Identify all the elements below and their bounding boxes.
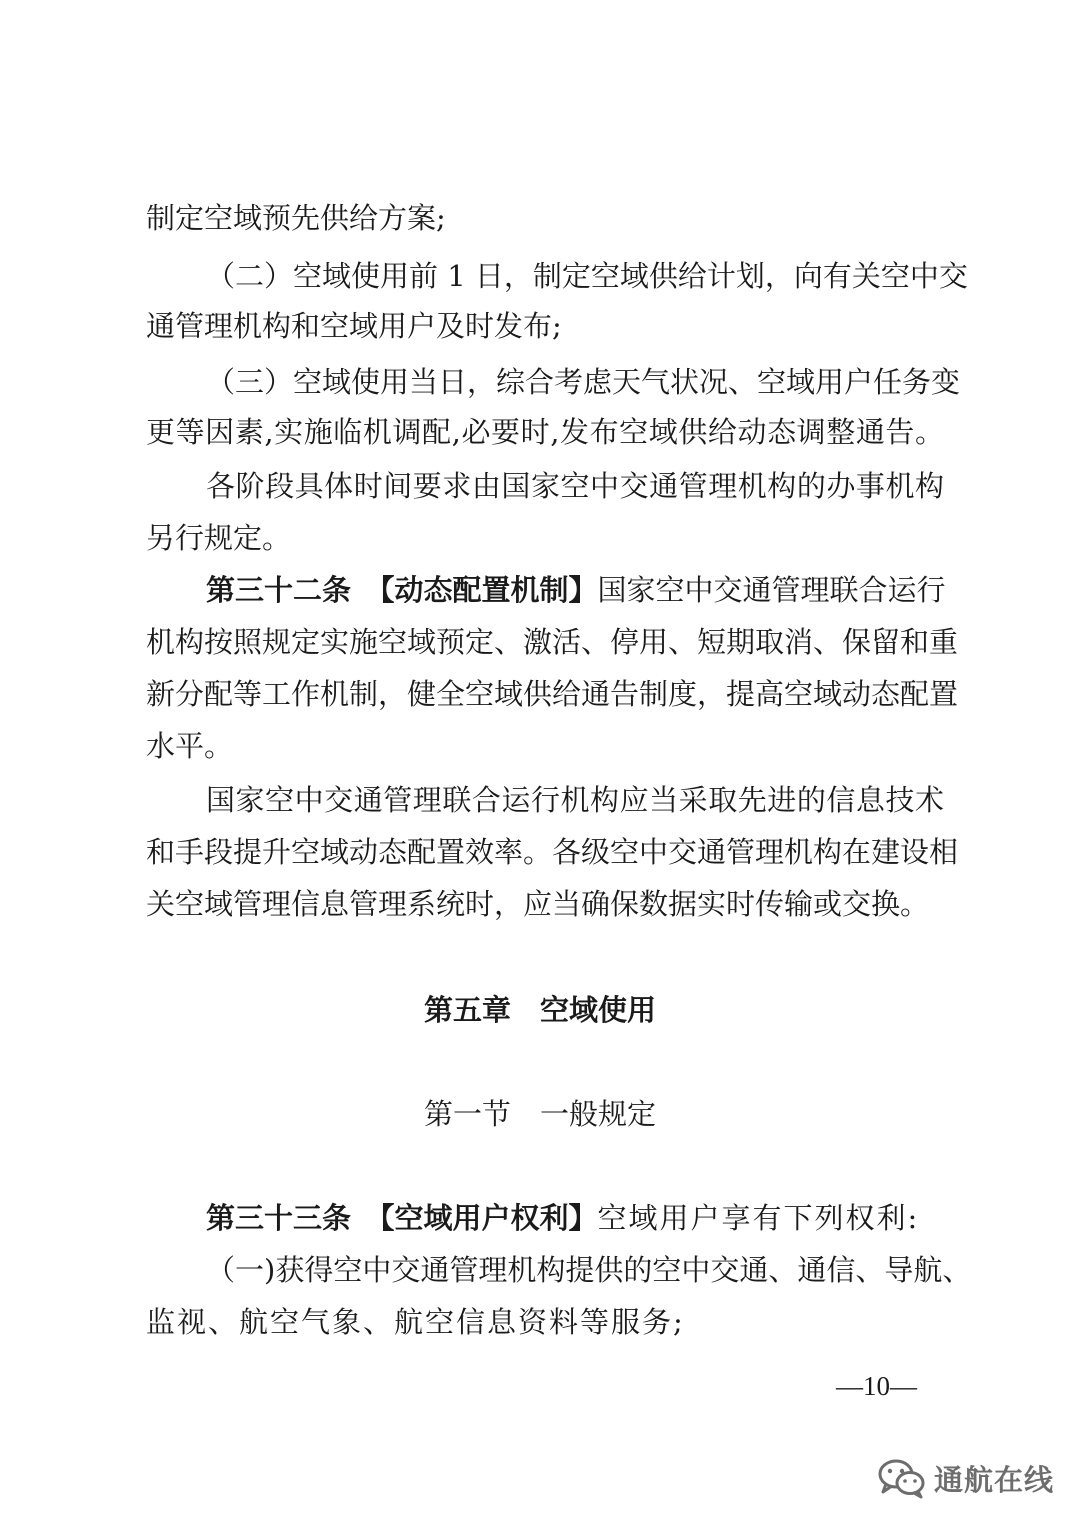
page-number: —10— bbox=[836, 1371, 917, 1401]
paragraph-line: 机构按照规定实施空域预定、激活、停用、短期取消、保留和重 bbox=[146, 625, 959, 659]
paragraph-line: 监视、航空气象、航空信息资料等服务; bbox=[146, 1305, 685, 1339]
wechat-icon bbox=[876, 1456, 928, 1500]
article-33-text: 空域用户享有下列权利: bbox=[597, 1201, 920, 1235]
article-33-heading-line bbox=[206, 1198, 944, 1238]
paragraph-line: 各阶段具体时间要求由国家空中交通管理机构的办事机构 bbox=[206, 469, 944, 503]
paragraph-line: 更等因素,实施临机调配,必要时,发布空域供给动态调整通告。 bbox=[146, 415, 944, 449]
paragraph-line: 新分配等工作机制，健全空域供给通告制度，提高空域动态配置 bbox=[146, 677, 959, 711]
watermark-text: 通航在线 bbox=[934, 1462, 1055, 1497]
paragraph-line: （一)获得空中交通管理机构提供的空中交通、通信、导航、 bbox=[206, 1253, 972, 1287]
paragraph-line: 通管理机构和空域用户及时发布; bbox=[146, 309, 562, 343]
section-title: 第一节 一般规定 bbox=[423, 1097, 656, 1131]
paragraph-line: （二）空域使用前 1 日，制定空域供给计划，向有关空中交 bbox=[206, 259, 968, 293]
paragraph-line: 制定空域预先供给方案; bbox=[146, 201, 446, 235]
article-32-label: 第三十二条 【动态配置机制】 bbox=[206, 573, 598, 607]
paragraph-line: 国家空中交通管理联合运行机构应当采取先进的信息技术 bbox=[206, 783, 944, 817]
paragraph-line: 和手段提升空域动态配置效率。各级空中交通管理机构在建设相 bbox=[146, 835, 959, 869]
article-32-heading-line bbox=[206, 570, 944, 610]
paragraph-line: 关空域管理信息管理系统时，应当确保数据实时传输或交换。 bbox=[146, 887, 930, 921]
paragraph-line: 另行规定。 bbox=[146, 521, 292, 555]
paragraph-line: 水平。 bbox=[146, 729, 234, 763]
article-32-text: 国家空中交通管理联合运行 bbox=[597, 573, 946, 607]
chapter-title: 第五章 空域使用 bbox=[423, 993, 656, 1027]
article-33-label: 第三十三条 【空域用户权利】 bbox=[206, 1201, 598, 1235]
watermark bbox=[876, 1448, 1054, 1508]
paragraph-line: （三）空域使用当日，综合考虑天气状况、空域用户任务变 bbox=[206, 365, 961, 399]
